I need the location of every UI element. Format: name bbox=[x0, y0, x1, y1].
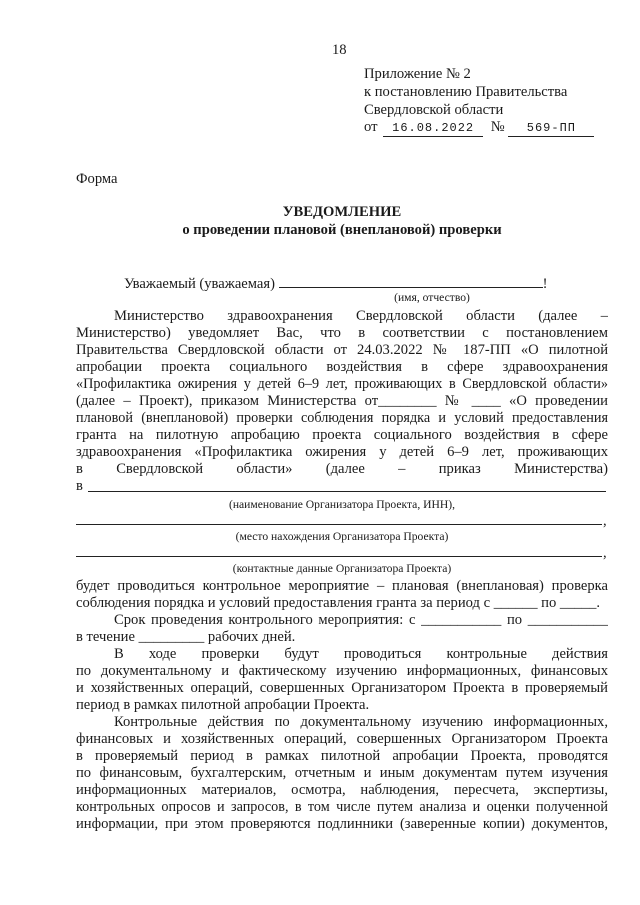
page-number: 18 bbox=[332, 42, 347, 58]
greeting-text: Уважаемый (уважаемая) bbox=[124, 276, 275, 292]
para5-line: контрольных опросов и запросов, в том числе путем анализа и оценки полученной bbox=[76, 799, 608, 815]
location-comma: , bbox=[603, 513, 607, 529]
para5-line: в проверяемый период в рамках пилотной апробации Проекта, проводятся bbox=[76, 748, 608, 764]
form-label: Форма bbox=[76, 171, 118, 187]
para5-line: Контрольные действия по документальному изучению информационных, bbox=[114, 714, 608, 730]
para2-line: соблюдения порядка и условий предоставления гранта за период с ______ по _____. bbox=[76, 595, 601, 611]
para5-line: финансовых и хозяйственных операций, совершенных Организатором Проекта bbox=[76, 731, 608, 747]
name-caption: (имя, отчество) bbox=[394, 291, 470, 304]
date-prefix: от bbox=[364, 119, 378, 135]
para4-line: по документальному и фактическому изучению информационных, финансовых bbox=[76, 663, 608, 679]
para3-line: в течение _________ рабочих дней. bbox=[76, 629, 296, 645]
para1-line: здравоохранения «Профилактика ожирения у детей 6–9 лет, проживающих bbox=[76, 444, 608, 460]
org-contacts-blank bbox=[76, 556, 602, 557]
para4-line: В ходе проверки будут проводиться контрольные действия bbox=[114, 646, 608, 662]
contacts-comma: , bbox=[603, 545, 607, 561]
name-blank bbox=[279, 273, 543, 288]
para1-line: гранта на пилотную апробацию проекта социального воздействия в сфере bbox=[76, 427, 608, 443]
para1-line: Министерство) уведомляет Вас, что в соответствии с постановлением bbox=[76, 325, 608, 341]
para5-line: по финансовым, бухгалтерским, отчетным и иным документам путем изучения bbox=[76, 765, 608, 781]
para1-line: «Профилактика ожирения у детей 6–9 лет, проживающих в Свердловской области» bbox=[76, 376, 608, 392]
greeting-row bbox=[124, 273, 548, 292]
decree-line: к постановлению Правительства bbox=[364, 84, 568, 100]
para1-line: в Свердловской области» (далее – приказ Министерства) bbox=[76, 461, 608, 477]
greeting-exclaim: ! bbox=[542, 276, 548, 292]
para1-line: Министерство здравоохранения Свердловской области (далее – bbox=[114, 308, 608, 324]
decree-date-row bbox=[364, 119, 594, 137]
para1-line: Правительства Свердловской области от 24.03.2022 № 187-ПП «О пилотной bbox=[76, 342, 608, 358]
appendix-line: Приложение № 2 bbox=[364, 66, 471, 82]
para4-line: и хозяйственных операций, совершенных Организатором Проекта в проверяемый bbox=[76, 680, 608, 696]
decree-date: 16.08.2022 bbox=[383, 119, 483, 137]
org-prefix: в bbox=[76, 478, 83, 494]
para4-line: период в рамках пилотной апробации Проекта. bbox=[76, 697, 370, 713]
number-prefix: № bbox=[490, 119, 505, 135]
decree-number: 569-ПП bbox=[508, 119, 594, 137]
document-subtitle: о проведении плановой (внеплановой) проверки bbox=[182, 222, 502, 238]
para1-line: апробации проекта социального воздействия в сфере здравоохранения bbox=[76, 359, 608, 375]
para2-line: будет проводиться контрольное мероприятие – плановая (внеплановая) проверка bbox=[76, 578, 608, 594]
region-line: Свердловской области bbox=[364, 102, 504, 118]
org-name-blank bbox=[88, 491, 606, 492]
org-contacts-caption: (контактные данные Организатора Проекта) bbox=[232, 562, 452, 575]
org-location-blank bbox=[76, 524, 602, 525]
para3-line: Срок проведения контрольного мероприятия: с ___________ по ___________ bbox=[114, 612, 608, 628]
para5-line: информации, при этом проверяются подлинники (заверенные копии) документов, bbox=[76, 816, 608, 832]
org-name-caption: (наименование Организатора Проекта, ИНН), bbox=[228, 498, 456, 511]
org-location-caption: (место нахождения Организатора Проекта) bbox=[235, 530, 449, 543]
document-title: УВЕДОМЛЕНИЕ bbox=[282, 204, 402, 220]
para5-line: информационных материалов, осмотра, наблюдения, пересчета, экспертизы, bbox=[76, 782, 608, 798]
para1-line: (далее – Проект), приказом Министерства от________ № ____ «О проведении bbox=[76, 393, 608, 409]
para1-line: плановой (внеплановой) проверки соблюдения порядка и условий предоставления bbox=[76, 410, 608, 426]
